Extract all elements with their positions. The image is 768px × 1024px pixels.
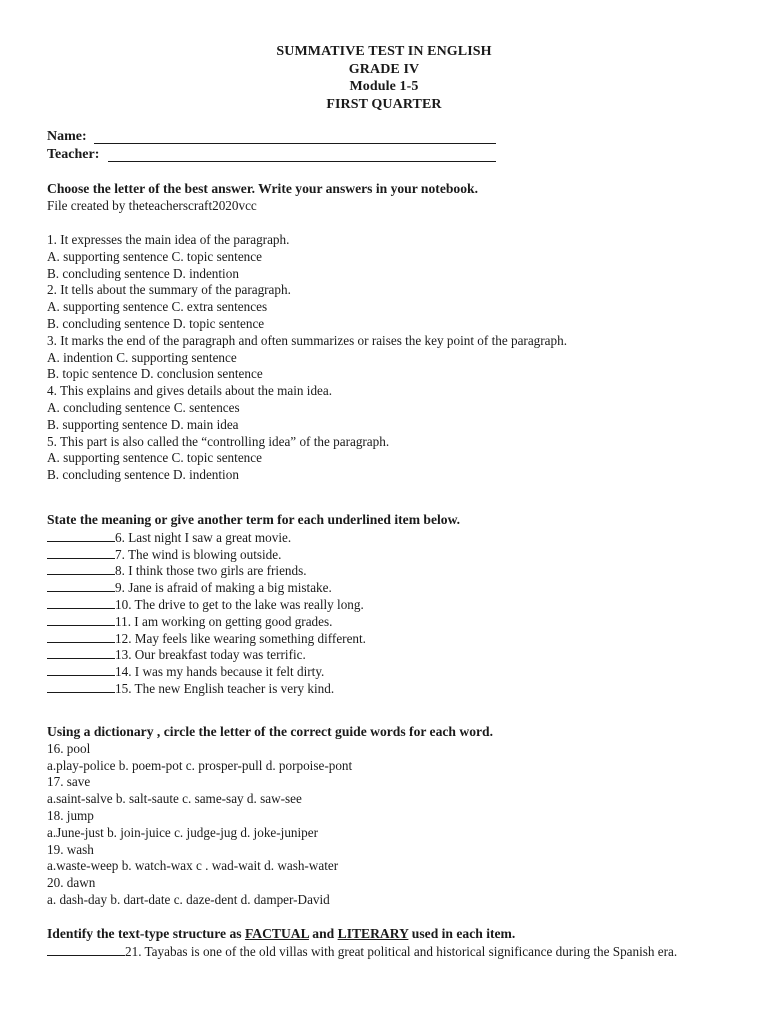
- choice-line: B. topic sentence D. conclusion sentence: [47, 366, 263, 382]
- choice-line: A. supporting sentence C. topic sentence: [47, 248, 262, 264]
- vocab-item: 6. Last night I saw a great movie.: [47, 529, 727, 546]
- vocab-item: 13. Our breakfast today was terrific.: [47, 646, 727, 663]
- quarter-label: FIRST QUARTER: [326, 96, 442, 112]
- question-line: 3. It marks the end of the paragraph and often summarizes or raises the key point of the paragraph.: [47, 332, 567, 348]
- answer-blank[interactable]: [47, 529, 115, 542]
- vocab-item: 9. Jane is afraid of making a big mistake.: [47, 579, 727, 596]
- choice-line: A. supporting sentence C. topic sentence: [47, 450, 262, 466]
- choice-line: B. concluding sentence D. indention: [47, 467, 239, 483]
- question-line: 4. This explains and gives details about the main idea.: [47, 383, 333, 399]
- answer-blank[interactable]: [47, 630, 115, 643]
- choice-line: A. indention C. supporting sentence: [47, 349, 237, 365]
- part1-instruction: Choose the letter of the best answer. Write your answers in your notebook.: [47, 181, 478, 196]
- answer-blank[interactable]: [47, 943, 125, 956]
- part3-section: [47, 724, 727, 909]
- guide-word-item: 20. dawn: [47, 875, 96, 891]
- teacher-underline: [108, 161, 496, 162]
- question-line: 5. This part is also called the “controlling idea” of the paragraph.: [47, 433, 390, 449]
- answer-blank[interactable]: [47, 596, 115, 609]
- name-underline: [94, 143, 496, 144]
- document-header: [0, 43, 768, 113]
- guide-word-item: 16. pool: [47, 740, 91, 756]
- choice-line: A. supporting sentence C. extra sentences: [47, 299, 268, 315]
- guide-word-choices: a.play-police b. poem-pot c. prosper-pull d. porpoise-pont: [47, 757, 353, 773]
- guide-word-item: 17. save: [47, 774, 91, 790]
- guide-word-choices: a.June-just b. join-juice c. judge-jug d. joke-juniper: [47, 824, 319, 840]
- answer-blank[interactable]: [47, 546, 115, 559]
- answer-blank[interactable]: [47, 646, 115, 659]
- vocab-item: 11. I am working on getting good grades.: [47, 613, 727, 630]
- factual-term: FACTUAL: [244, 926, 309, 941]
- part4-instruction: Identify the text-type structure as FACTUAL and LITERARY used in each item.: [47, 926, 516, 941]
- teacher-label: Teacher:: [47, 147, 100, 162]
- vocab-item: 8. I think those two girls are friends.: [47, 562, 727, 579]
- vocab-item: 10. The drive to get to the lake was really long.: [47, 596, 727, 613]
- question-line: 1. It expresses the main idea of the paragraph.: [47, 232, 290, 247]
- text-type-item: 21. Tayabas is one of the old villas with great political and historical significance during the Spanish era.: [47, 943, 707, 961]
- guide-word-item: 18. jump: [47, 807, 94, 823]
- teacher-field[interactable]: [47, 146, 99, 164]
- vocab-item: 12. May feels like wearing something different.: [47, 630, 727, 647]
- choice-line: B. concluding sentence D. indention: [47, 265, 239, 281]
- part2-instruction: State the meaning or give another term for each underlined item below.: [47, 512, 461, 527]
- guide-word-item: 19. wash: [47, 841, 94, 857]
- module-range: Module 1-5: [349, 79, 419, 95]
- name-field[interactable]: [47, 128, 87, 146]
- answer-blank[interactable]: [47, 562, 115, 575]
- name-label: Name:: [47, 129, 87, 144]
- vocab-item: 15. The new English teacher is very kind.: [47, 680, 727, 697]
- answer-blank[interactable]: [47, 579, 115, 592]
- guide-word-choices: a.waste-weep b. watch-wax c . wad-wait d. wash-water: [47, 858, 339, 874]
- file-credit: File created by theteacherscraft2020vcc: [47, 197, 257, 213]
- test-title: SUMMATIVE TEST IN ENGLISH: [276, 44, 492, 59]
- guide-word-choices: a.saint-salve b. salt-saute c. same-say d. saw-see: [47, 791, 302, 807]
- choice-line: B. supporting sentence D. main idea: [47, 416, 239, 432]
- answer-blank[interactable]: [47, 613, 115, 626]
- part4-section: [47, 926, 727, 961]
- answer-blank[interactable]: [47, 663, 115, 676]
- vocab-item: 7. The wind is blowing outside.: [47, 546, 727, 563]
- part3-instruction: Using a dictionary , circle the letter of the correct guide words for each word.: [47, 724, 493, 739]
- part1-section: [47, 181, 727, 215]
- part2-section: [47, 512, 727, 697]
- question-line: 2. It tells about the summary of the paragraph.: [47, 282, 291, 298]
- part1-questions: [47, 232, 727, 484]
- vocab-item: 14. I was my hands because it felt dirty.: [47, 663, 727, 680]
- grade-level: GRADE IV: [348, 61, 420, 77]
- choice-line: B. concluding sentence D. topic sentence: [47, 315, 265, 331]
- answer-blank[interactable]: [47, 680, 115, 693]
- literary-term: LITERARY: [337, 926, 409, 941]
- guide-word-choices: a. dash-day b. dart-date c. daze-dent d. damper-David: [47, 891, 330, 907]
- choice-line: A. concluding sentence C. sentences: [47, 399, 240, 415]
